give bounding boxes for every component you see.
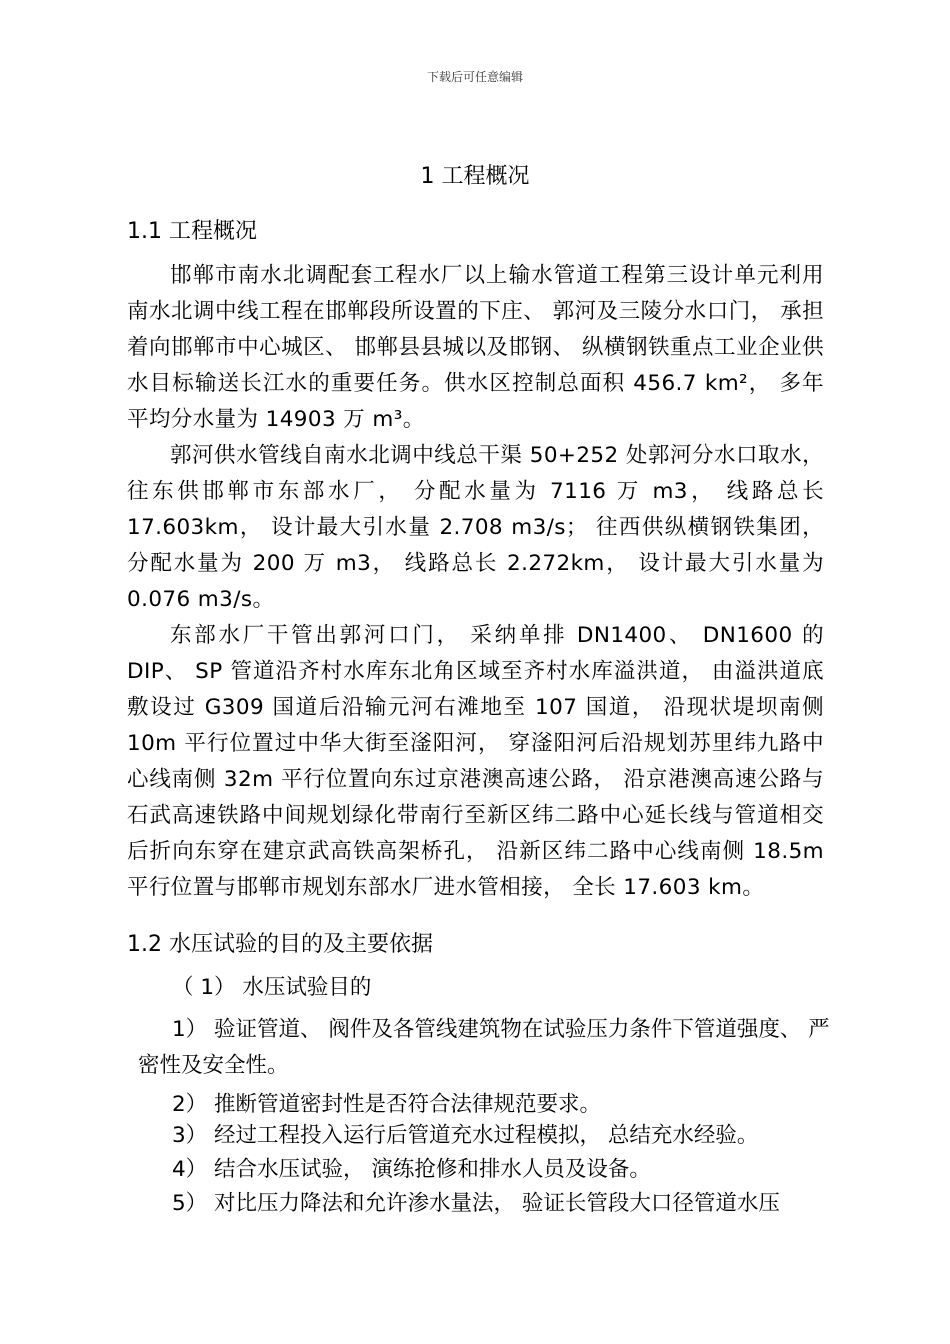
list-subheading: （ 1） 水压试验目的: [172, 975, 372, 1000]
paragraph-overview: 邯郸市南水北调配套工程水厂以上输水管道工程第三设计单元利用南水北调中线工程在邯郸段所设置的下庄、 郭河及三陵分水口门， 承担着向邯郸市中心城区、 邯郸县县城以及邯钢、 纵横钢铁重点工业企业供水目标输送长江水的重要任务。供水区控制总面积 456.7 km²， 多年平均分水量为 14903 万 m³。: [127, 263, 824, 432]
list-item: 2） 推断管道密封性是否符合法律规范要求。: [172, 1092, 602, 1117]
paragraph-guohe-pipeline: 郭河供水管线自南水北调中线总干渠 50+252 处郭河分水口取水， 往东供邯郸市东部水厂， 分配水量为 7116 万 m3， 线路总长 17.603km， 设计最大引水量 2.708 m3/s； 往西供纵横钢铁集团， 分配水量为 200 万 m3， 线路总长 2.272km， 设计最大引水量为 0.076 m3/s。: [127, 443, 824, 612]
list-item: 3） 经过工程投入运行后管道充水过程模拟， 总结充水经验。: [172, 1123, 759, 1148]
section-heading-1-2: 1.2 水压试验的目的及主要依据: [127, 932, 433, 957]
chapter-title: 1 工程概况: [420, 164, 530, 189]
page-header-note: 下载后可任意编辑: [426, 70, 523, 84]
list-item: 1） 验证管道、 阀件及各管线建筑物在试验压力条件下管道强度、 严密性及安全性。: [138, 1017, 830, 1078]
paragraph-east-main-pipe: 东部水厂干管出郭河口门， 采纳单排 DN1400、 DN1600 的 DIP、 SP 管道沿齐村水库东北角区域至齐村水库溢洪道， 由溢洪道底敷设过 G309 国道后沿输元河右滩地至 107 国道， 沿现状堤坝南侧 10m 平行位置过中华大街至滏阳河， 穿滏阳河后沿规划苏里纬九路中心线南侧 32m 平行位置向东过京港澳高速公路， 沿京港澳高速公路与石武高速铁路中间规划绿化带南行至新区纬二路中心延长线与管道相交后折向东穿在建京武高铁高架桥孔， 沿新区纬二路中心线南侧 18.5m 平行位置与邯郸市规划东部水厂进水管相接， 全长 17.603 km。: [127, 623, 824, 900]
list-item: 4） 结合水压试验， 演练抢修和排水人员及设备。: [172, 1157, 651, 1182]
list-item: 5） 对比压力降法和允许渗水量法， 验证长管段大口径管道水压: [172, 1191, 780, 1216]
section-heading-1-1: 1.1 工程概况: [127, 219, 257, 244]
